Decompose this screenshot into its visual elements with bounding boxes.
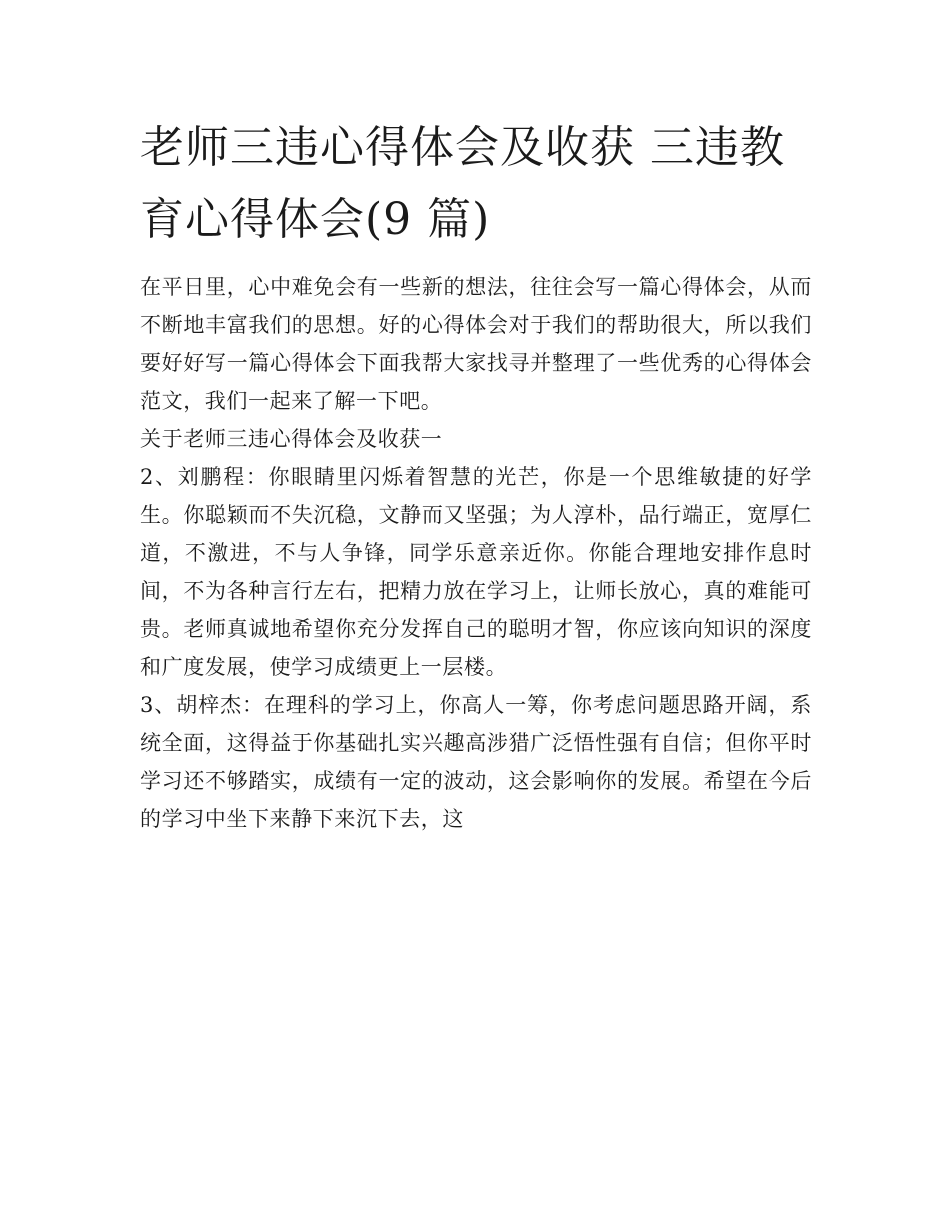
section-heading: 关于老师三违心得体会及收获一	[140, 427, 443, 451]
comment-paragraph-3: 3、胡梓杰：在理科的学习上，你高人一筹，你考虑问题思路开阔，系统全面，这得益于你基础扎实兴趣高涉猎广泛悟性强有自信；但你平时学习还不够踏实，成绩有一定的波动，这会影响你的发展。希望在今后的学习中坐下来静下来沉下去，这	[140, 693, 812, 831]
document-title: 老师三违心得体会及收获 三违教育心得体会(9 篇)	[140, 122, 785, 245]
intro-paragraph: 在平日里，心中难免会有一些新的想法，往往会写一篇心得体会，从而不断地丰富我们的思想。好的心得体会对于我们的帮助很大，所以我们要好好写一篇心得体会下面我帮大家找寻并整理了一些优秀的心得体会范文，我们一起来了解一下吧。	[140, 275, 812, 413]
document-body	[140, 112, 812, 838]
comment-paragraph-2: 2、刘鹏程：你眼睛里闪烁着智慧的光芒，你是一个思维敏捷的好学生。你聪颖而不失沉稳，文静而又坚强；为人淳朴，品行端正，宽厚仁道，不激进，不与人争锋，同学乐意亲近你。你能合理地安排作息时间，不为各种言行左右，把精力放在学习上，让师长放心，真的难能可贵。老师真诚地希望你充分发挥自己的聪明才智，你应该向知识的深度和广度发展，使学习成绩更上一层楼。	[140, 465, 812, 679]
